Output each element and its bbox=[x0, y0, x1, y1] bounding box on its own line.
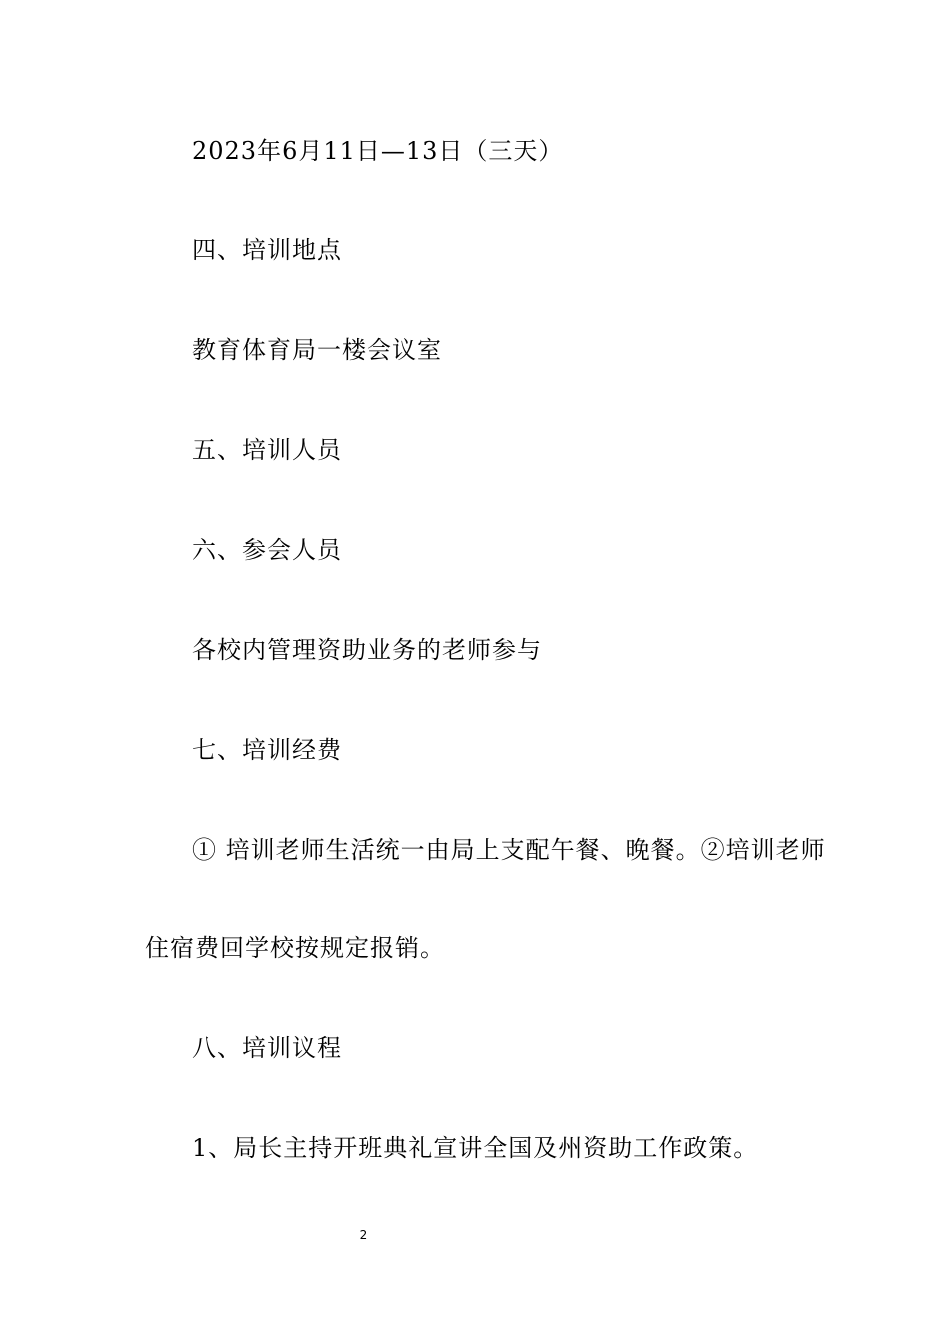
agenda-item-1: 1、局长主持开班典礼宣讲全国及州资助工作政策。 bbox=[192, 1134, 759, 1162]
funding-paragraph-line-1: ① 培训老师生活统一由局上支配午餐、晚餐。②培训老师 bbox=[192, 836, 826, 864]
section-heading-agenda: 八、培训议程 bbox=[192, 1034, 342, 1062]
section-heading-funding: 七、培训经费 bbox=[192, 736, 342, 764]
section-heading-attendees: 六、参会人员 bbox=[192, 536, 342, 564]
section-heading-trainees: 五、培训人员 bbox=[192, 436, 342, 464]
section-heading-location: 四、培训地点 bbox=[192, 236, 342, 264]
funding-paragraph-line-2: 住宿费回学校按规定报销。 bbox=[145, 934, 445, 962]
attendees-description: 各校内管理资助业务的老师参与 bbox=[192, 636, 542, 664]
page-number: 2 bbox=[359, 1228, 368, 1242]
training-dates: 2023年6月11日—13日（三天） bbox=[192, 137, 564, 165]
training-location: 教育体育局一楼会议室 bbox=[192, 336, 442, 364]
